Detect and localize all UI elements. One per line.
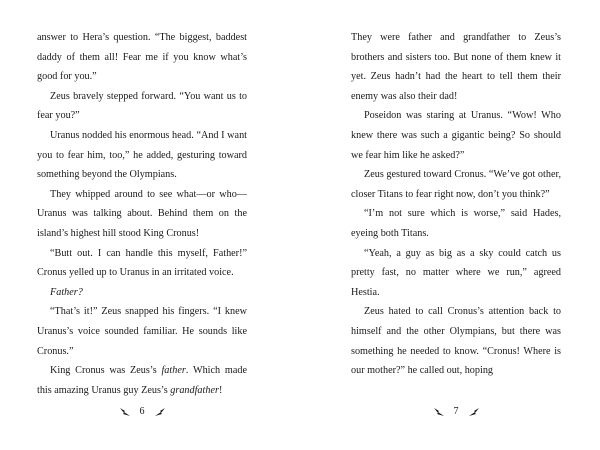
text-run: “I’m not sure which is worse,” said Hades, eyeing both Titans.	[351, 208, 561, 239]
paragraph	[37, 28, 247, 87]
text-run: King Cronus was Zeus’s	[50, 365, 162, 377]
lightning-bolt-icon	[119, 406, 131, 418]
paragraph	[351, 106, 561, 165]
paragraph	[351, 165, 561, 204]
text-run: Poseidon was staring at Uranus. “Wow! Who knew there was such a gigantic being? So should we fear him like he asked?”	[351, 110, 561, 161]
paragraph	[37, 126, 247, 185]
text-run: answer to Hera’s question. “The biggest, baddest daddy of them all! Fear me if you know what’s good for you.”	[37, 32, 247, 83]
lightning-bolt-icon	[433, 406, 445, 418]
paragraph	[37, 302, 247, 361]
left-page-text	[37, 28, 247, 400]
paragraph	[37, 185, 247, 244]
italic-text: Father?	[50, 286, 83, 298]
paragraph	[37, 87, 247, 126]
text-run: Zeus hated to call Cronus’s attention back to himself and the other Olympians, but there was something he needed to know. “Cronus! Where is our mother?” he called out, hoping	[351, 306, 561, 377]
text-run: “That’s it!” Zeus snapped his fingers. “I knew Uranus’s voice sounded familiar. He sounds like Cronus.”	[37, 306, 247, 357]
text-run: “Yeah, a guy as big as a sky could catch us pretty fast, no matter where we run,” agreed Hestia.	[351, 247, 561, 298]
text-run: Zeus gestured toward Cronus. “We’ve got other, closer Titans to fear right now, don’t you think?”	[351, 169, 561, 200]
right-folio	[351, 404, 561, 420]
text-run: Zeus bravely stepped forward. “You want us to fear you?”	[37, 90, 247, 122]
right-page	[351, 28, 561, 381]
page-number: 7	[453, 406, 459, 417]
paragraph	[37, 283, 247, 303]
lightning-bolt-icon	[468, 406, 480, 418]
paragraph	[351, 204, 561, 243]
italic-text: father	[161, 365, 186, 377]
text-run: They were father and grandfather to Zeus’s brothers and sisters too. But none of them knew it yet. Zeus hadn’t had the heart to tell them their enemy was also their dad!	[351, 32, 561, 102]
paragraph	[351, 302, 561, 380]
text-run: Uranus nodded his enormous head. “And I want you to fear him, too,” he added, gesturing toward something beyond the Olympians.	[37, 129, 247, 181]
left-folio	[37, 404, 247, 420]
paragraph	[351, 244, 561, 303]
italic-text: grandfather	[170, 384, 219, 396]
text-run: . Which made this amazing Uranus guy Zeus’s	[37, 365, 247, 396]
lightning-bolt-icon	[154, 406, 166, 418]
page-number: 6	[139, 406, 145, 417]
text-run: !	[218, 384, 223, 396]
left-page	[37, 28, 247, 400]
paragraph	[37, 361, 247, 400]
paragraph	[37, 244, 247, 283]
text-run: They whipped around to see what—or who—Uranus was talking about. Behind them on the island’s highest hill stood King Cronus!	[37, 188, 247, 239]
text-run: “Butt out. I can handle this myself, Father!” Cronus yelled up to Uranus in an irritated voice.	[37, 247, 247, 279]
paragraph	[351, 28, 561, 106]
right-page-text	[351, 28, 561, 381]
